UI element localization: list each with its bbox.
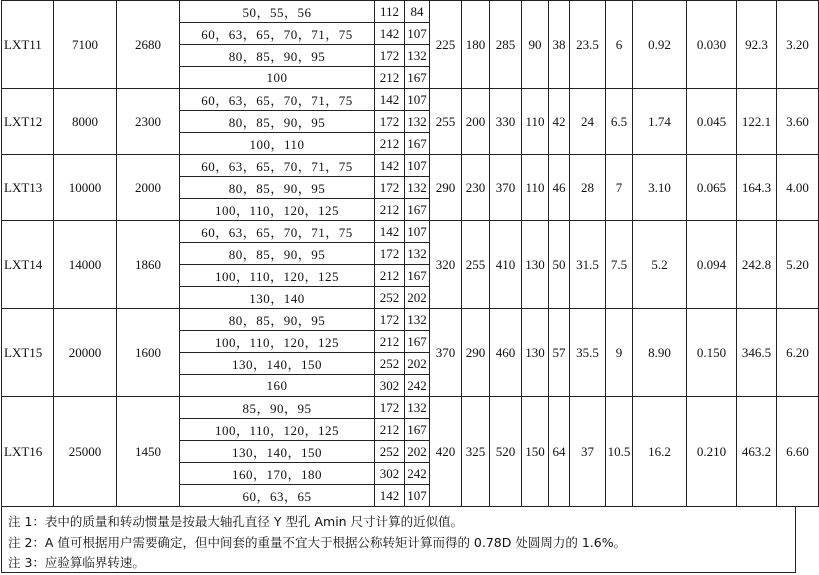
table-body (2, 1, 819, 507)
length-l1-cell: 107 (405, 89, 430, 111)
b-cell: 130 (522, 221, 549, 309)
inertia-cell: 0.065 (687, 155, 737, 221)
speed-cell: 2000 (117, 155, 180, 221)
d2-cell: 520 (490, 397, 522, 507)
length-l-cell: 142 (375, 23, 405, 45)
b-cell: 110 (522, 155, 549, 221)
shaft-diameter-cell: 85，90，95 (180, 397, 375, 419)
d2-cell: 410 (490, 221, 522, 309)
a-cell: 35.5 (570, 309, 606, 397)
extra-cell: 3.20 (777, 1, 819, 89)
length-l1-cell: 84 (405, 1, 430, 23)
inertia-cell: 0.210 (687, 397, 737, 507)
length-l1-cell: 107 (405, 485, 430, 507)
shaft-diameter-cell: 80，85，90，95 (180, 111, 375, 133)
d2-cell: 285 (490, 1, 522, 89)
a-cell: 24 (570, 89, 606, 155)
length-l1-cell: 132 (405, 45, 430, 67)
d-cell: 290 (430, 155, 462, 221)
note-3: 注 3：应验算临界转速。 (8, 555, 145, 570)
length-l1-cell: 107 (405, 155, 430, 177)
length-l-cell: 212 (375, 331, 405, 353)
shaft-diameter-cell: 60，63，65，70，71，75 (180, 23, 375, 45)
model-cell: LXT13 (2, 155, 54, 221)
a-cell: 37 (570, 397, 606, 507)
length-l-cell: 172 (375, 243, 405, 265)
length-l1-cell: 132 (405, 397, 430, 419)
length-l-cell: 302 (375, 375, 405, 397)
shaft-diameter-cell: 100 (180, 67, 375, 89)
length-l-cell: 142 (375, 485, 405, 507)
length-l-cell: 212 (375, 67, 405, 89)
shaft-diameter-cell: 60，63，65，70，71，75 (180, 221, 375, 243)
length-l-cell: 112 (375, 1, 405, 23)
torque-cell: 8000 (54, 89, 117, 155)
s-cell: 38 (549, 1, 570, 89)
d1-cell: 325 (462, 397, 490, 507)
shaft-diameter-cell: 100，110，120，125 (180, 265, 375, 287)
table-row (2, 309, 819, 331)
b-cell: 110 (522, 89, 549, 155)
extra-cell: 6.20 (777, 309, 819, 397)
inertia-cell: 0.045 (687, 89, 737, 155)
shaft-diameter-cell: 60，63，65，70，71，75 (180, 155, 375, 177)
model-cell: LXT16 (2, 397, 54, 507)
length-l-cell: 172 (375, 309, 405, 331)
speed-cell: 1860 (117, 221, 180, 309)
length-l-cell: 252 (375, 353, 405, 375)
b-cell: 10.5 (606, 397, 633, 507)
length-l1-cell: 167 (405, 419, 430, 441)
shaft-diameter-cell: 80，85，90，95 (180, 309, 375, 331)
length-l1-cell: 167 (405, 331, 430, 353)
length-l-cell: 142 (375, 89, 405, 111)
s-cell: 50 (549, 221, 570, 309)
inertia-cell: 0.150 (687, 309, 737, 397)
length-l-cell: 252 (375, 287, 405, 309)
length-l1-cell: 202 (405, 441, 430, 463)
length-l1-cell: 167 (405, 265, 430, 287)
shaft-diameter-cell: 50，55，56 (180, 1, 375, 23)
mass-cell: 1.74 (633, 89, 687, 155)
extra-cell: 5.20 (777, 221, 819, 309)
speed-cell: 1600 (117, 309, 180, 397)
weight-cell: 242.8 (737, 221, 777, 309)
length-l1-cell: 132 (405, 243, 430, 265)
length-l1-cell: 242 (405, 375, 430, 397)
weight-cell: 92.3 (737, 1, 777, 89)
table-row (2, 1, 819, 23)
note-1: 注 1：表中的质量和转动惯量是按最大轴孔直径 Y 型孔 Amin 尺寸计算的近似值。 (8, 514, 464, 529)
mass-cell: 16.2 (633, 397, 687, 507)
shaft-diameter-cell: 130，140 (180, 287, 375, 309)
length-l1-cell: 132 (405, 177, 430, 199)
d1-cell: 255 (462, 221, 490, 309)
shaft-diameter-cell: 160，170，180 (180, 463, 375, 485)
b-cell: 7 (606, 155, 633, 221)
length-l1-cell: 107 (405, 23, 430, 45)
shaft-diameter-cell: 100，110，120，125 (180, 419, 375, 441)
speed-cell: 2680 (117, 1, 180, 89)
length-l-cell: 172 (375, 45, 405, 67)
mass-cell: 3.10 (633, 155, 687, 221)
length-l-cell: 172 (375, 111, 405, 133)
b-cell: 130 (522, 309, 549, 397)
shaft-diameter-cell: 60，63，65，70，71，75 (180, 89, 375, 111)
shaft-diameter-cell: 130，140，150 (180, 441, 375, 463)
d-cell: 225 (430, 1, 462, 89)
d2-cell: 460 (490, 309, 522, 397)
length-l-cell: 172 (375, 397, 405, 419)
length-l-cell: 212 (375, 419, 405, 441)
length-l1-cell: 167 (405, 133, 430, 155)
torque-cell: 14000 (54, 221, 117, 309)
b-cell: 6 (606, 1, 633, 89)
note-2: 注 2：A 值可根据用户需要确定，但中间套的重量不宜大于根据公称转矩计算而得的 0.78D 处圆周力的 1.6%。 (8, 535, 627, 550)
length-l1-cell: 167 (405, 67, 430, 89)
s-cell: 64 (549, 397, 570, 507)
length-l-cell: 212 (375, 133, 405, 155)
table-row (2, 155, 819, 177)
a-cell: 31.5 (570, 221, 606, 309)
length-l-cell: 212 (375, 265, 405, 287)
speed-cell: 2300 (117, 89, 180, 155)
b-cell: 7.5 (606, 221, 633, 309)
torque-cell: 7100 (54, 1, 117, 89)
model-cell: LXT15 (2, 309, 54, 397)
length-l-cell: 142 (375, 221, 405, 243)
weight-cell: 463.2 (737, 397, 777, 507)
length-l-cell: 252 (375, 441, 405, 463)
speed-cell: 1450 (117, 397, 180, 507)
shaft-diameter-cell: 80，85，90，95 (180, 177, 375, 199)
shaft-diameter-cell: 60，63，65 (180, 485, 375, 507)
mass-cell: 8.90 (633, 309, 687, 397)
table-row (2, 89, 819, 111)
length-l-cell: 302 (375, 463, 405, 485)
torque-cell: 20000 (54, 309, 117, 397)
shaft-diameter-cell: 160 (180, 375, 375, 397)
model-cell: LXT14 (2, 221, 54, 309)
table-row (2, 397, 819, 419)
torque-cell: 10000 (54, 155, 117, 221)
d-cell: 255 (430, 89, 462, 155)
b-cell: 6.5 (606, 89, 633, 155)
shaft-diameter-cell: 130，140，150 (180, 353, 375, 375)
extra-cell: 6.60 (777, 397, 819, 507)
length-l-cell: 212 (375, 199, 405, 221)
d-cell: 320 (430, 221, 462, 309)
d2-cell: 330 (490, 89, 522, 155)
length-l1-cell: 132 (405, 111, 430, 133)
extra-cell: 3.60 (777, 89, 819, 155)
s-cell: 42 (549, 89, 570, 155)
torque-cell: 25000 (54, 397, 117, 507)
b-cell: 9 (606, 309, 633, 397)
length-l1-cell: 202 (405, 287, 430, 309)
shaft-diameter-cell: 100，110，120，125 (180, 199, 375, 221)
model-cell: LXT11 (2, 1, 54, 89)
length-l1-cell: 132 (405, 309, 430, 331)
b-cell: 90 (522, 1, 549, 89)
s-cell: 57 (549, 309, 570, 397)
d1-cell: 230 (462, 155, 490, 221)
notes-box (1, 506, 796, 573)
d-cell: 420 (430, 397, 462, 507)
length-l-cell: 142 (375, 155, 405, 177)
length-l-cell: 172 (375, 177, 405, 199)
shaft-diameter-cell: 80，85，90，95 (180, 45, 375, 67)
table-row (2, 221, 819, 243)
d2-cell: 370 (490, 155, 522, 221)
d1-cell: 180 (462, 1, 490, 89)
shaft-diameter-cell: 80，85，90，95 (180, 243, 375, 265)
mass-cell: 5.2 (633, 221, 687, 309)
coupling-spec-table (1, 0, 819, 507)
mass-cell: 0.92 (633, 1, 687, 89)
length-l1-cell: 167 (405, 199, 430, 221)
shaft-diameter-cell: 100，110，120，125 (180, 331, 375, 353)
d1-cell: 290 (462, 309, 490, 397)
weight-cell: 122.1 (737, 89, 777, 155)
d-cell: 370 (430, 309, 462, 397)
length-l1-cell: 242 (405, 463, 430, 485)
s-cell: 46 (549, 155, 570, 221)
length-l1-cell: 202 (405, 353, 430, 375)
a-cell: 23.5 (570, 1, 606, 89)
extra-cell: 4.00 (777, 155, 819, 221)
inertia-cell: 0.094 (687, 221, 737, 309)
weight-cell: 164.3 (737, 155, 777, 221)
a-cell: 28 (570, 155, 606, 221)
b-cell: 150 (522, 397, 549, 507)
length-l1-cell: 107 (405, 221, 430, 243)
inertia-cell: 0.030 (687, 1, 737, 89)
d1-cell: 200 (462, 89, 490, 155)
weight-cell: 346.5 (737, 309, 777, 397)
model-cell: LXT12 (2, 89, 54, 155)
shaft-diameter-cell: 100，110 (180, 133, 375, 155)
